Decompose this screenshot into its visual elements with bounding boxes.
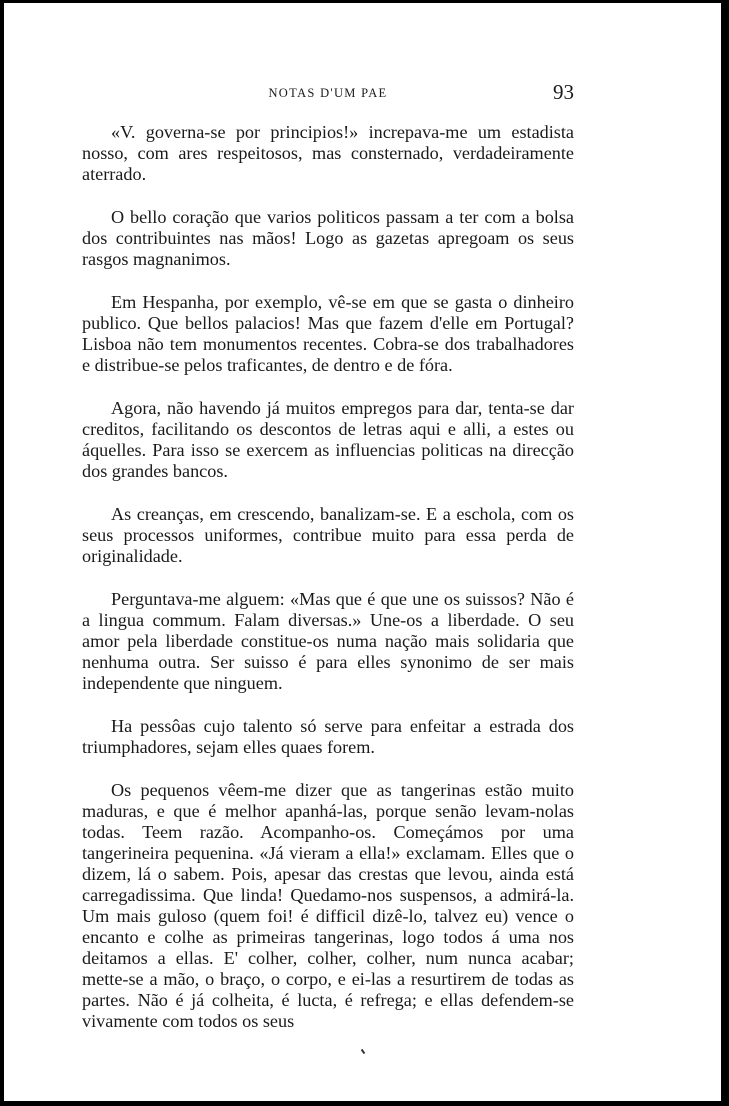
paragraph-creancas: As creanças, em crescendo, banalizam-se. E a eschola, com os seus processos uniformes, contribue muito para essa perda de originalidade. [82, 504, 574, 566]
paragraph-hespanha: Em Hespanha, por exemplo, vê-se em que se gasta o dinheiro publico. Que bellos palacios! Mas que fazem d'elle em Portugal? Lisboa não tem monumentos recentes. Cobra-se dos trabalhadores e distribue-se pelos traficantes, de dentro e de fóra. [82, 292, 574, 375]
paragraph-bello-coracao: O bello coração que varios politicos passam a ter com a bolsa dos contribuintes nas mãos! Logo as gazetas apregoam os seus rasgos magnanimos. [82, 207, 574, 269]
running-head: NOTAS D'UM PAE [268, 86, 388, 100]
paragraph-tangerinas: Os pequenos vêem-me dizer que as tangerinas estão muito maduras, e que é melhor apanhá-las, porque senão levam-nolas todas. Teem razão. Acompanho-os. Começámos por uma tangerineira pequenina. «Já vieram a ella!» exclamam. Elles que o dizem, lá o sabem. Pois, apesar das crestas que levou, ainda está carregadissima. Que linda! Quedamo-nos suspensos, a admirá-la. Um mais guloso (quem foi! é difficil dizê-lo, talvez eu) vence o encanto e colhe as primeiras tangerinas, logo todos á uma nos deitamos a ellas. E' colher, colher, colher, num nunca acabar; mette-se a mão, o braço, o corpo, e ei-las a resurtirem de todas as partes. Não é já colheita, é lucta, é refrega; e ellas defendem-se vivamente com todos os seus [82, 780, 574, 1031]
page-number: 93 [553, 80, 574, 104]
paragraph-suissos: Perguntava-me alguem: «Mas que é que une os suissos? Não é a lingua commum. Falam diversas.» Une-os a liberdade. O seu amor pela liberdade constitue-os numa nação mais solidaria que nenhuma outra. Ser suisso é para elles synonimo de ser mais independente que ninguem. [82, 589, 574, 693]
body-text [82, 122, 574, 1032]
ink-speck [361, 1049, 366, 1054]
page-header [82, 80, 574, 106]
paragraph-pessoas: Ha pessôas cujo talento só serve para enfeitar a estrada dos triumphadores, sejam elles quaes forem. [82, 716, 574, 757]
paragraph-principios: «V. governa-se por principios!» increpava-me um estadista nosso, com ares respeitosos, mas consternado, verdadeiramente aterrado. [82, 122, 574, 184]
paragraph-creditos: Agora, não havendo já muitos empregos para dar, tenta-se dar creditos, facilitando os descontos de letras aqui e alli, a estes ou áquelles. Para isso se exercem as influencias politicas na direcção dos grandes bancos. [82, 398, 574, 481]
